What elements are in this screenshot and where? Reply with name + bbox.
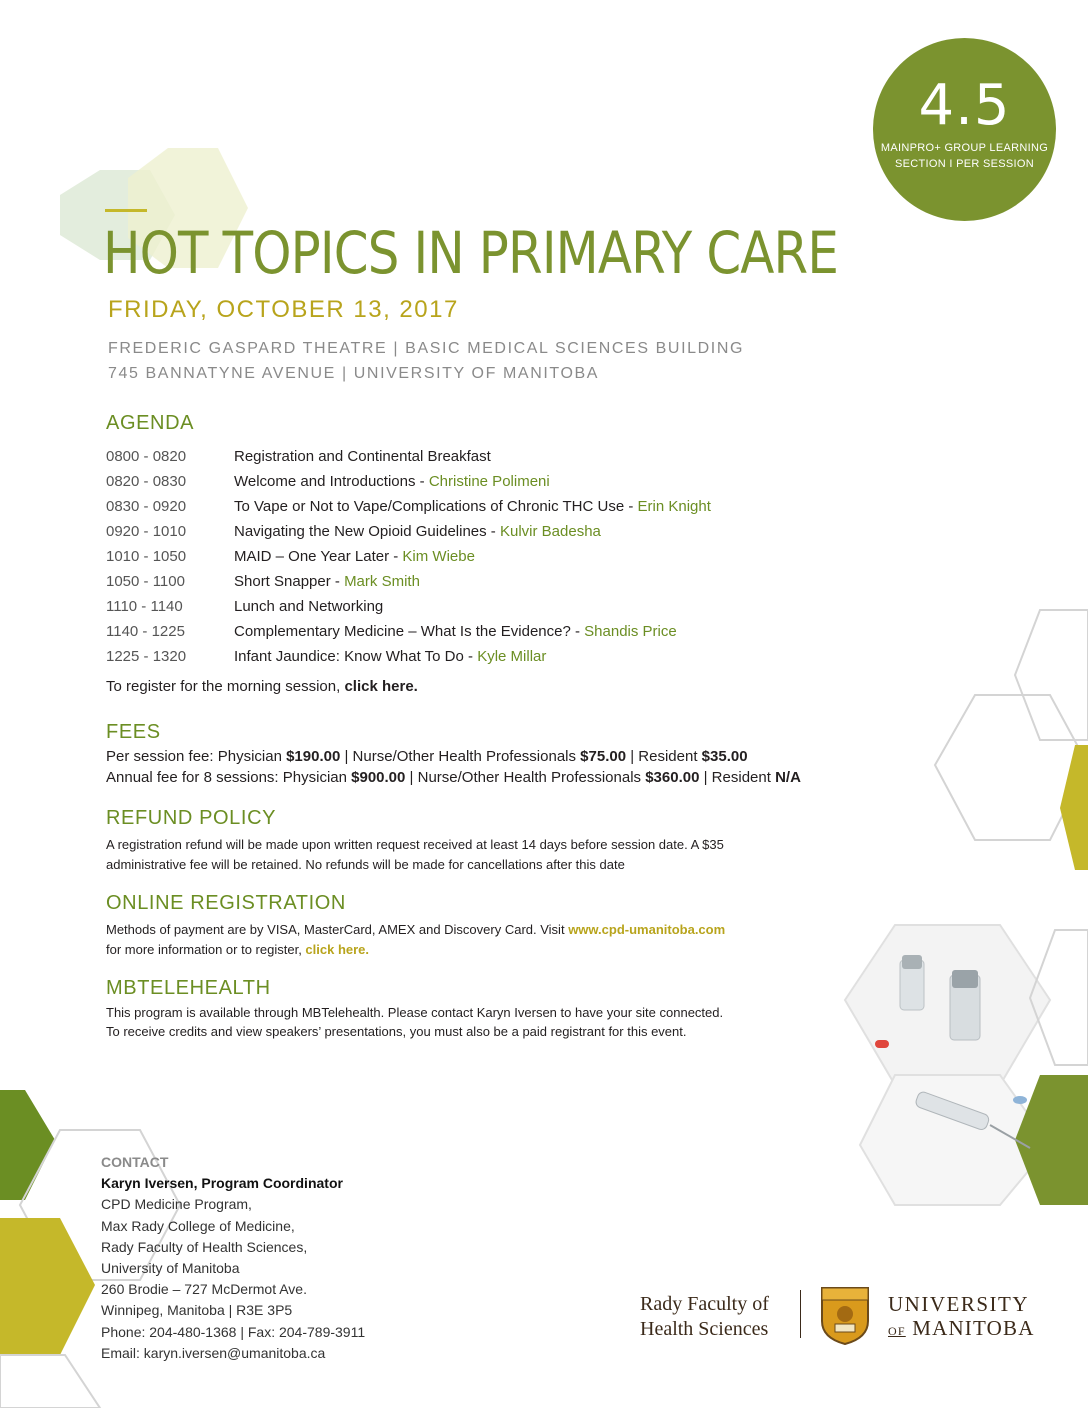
fee-value: $35.00 xyxy=(701,748,748,765)
hexagon-outline xyxy=(1015,610,1088,740)
credits-number: 4.5 xyxy=(918,73,1011,138)
fee-value: $360.00 xyxy=(645,769,700,786)
refund-line2: administrative fee will be retained. No refunds will be made for cancellations after this date xyxy=(106,857,625,872)
venue-line1: FREDERIC GASPARD THEATRE | BASIC MEDICAL SCIENCES BUILDING xyxy=(108,340,745,357)
fee-label: | Nurse/Other Health Professionals xyxy=(340,748,581,765)
agenda-topic: Registration and Continental Breakfast xyxy=(234,448,491,465)
register-morning-link[interactable]: click here. xyxy=(344,678,418,695)
event-date: FRIDAY, OCTOBER 13, 2017 xyxy=(108,296,459,323)
fees-heading: FEES xyxy=(106,721,161,743)
agenda-time: 1225 - 1320 xyxy=(106,648,187,665)
agenda-time: 1140 - 1225 xyxy=(106,623,185,640)
vial-cap xyxy=(902,955,922,969)
university-of-manitoba-logo xyxy=(888,1292,1035,1343)
fee-label: | Resident xyxy=(699,769,776,786)
fee-value: $900.00 xyxy=(351,769,406,786)
credits-line2: SECTION I PER SESSION xyxy=(895,158,1034,170)
agenda-topic: Infant Jaundice: Know What To Do - xyxy=(234,648,478,665)
rady-faculty-logo xyxy=(640,1292,769,1342)
agenda-row xyxy=(106,444,826,469)
agenda-row xyxy=(106,619,826,644)
page-title: HOT TOPICS IN PRIMARY CARE xyxy=(103,219,839,287)
agenda-row xyxy=(106,469,826,494)
university-crest-icon xyxy=(820,1286,870,1346)
agenda-time: 0920 - 1010 xyxy=(106,523,187,540)
refund-line1: A registration refund will be made upon written request received at least 14 days before session date. A $35 xyxy=(106,837,724,852)
fee-label: | Nurse/Other Health Professionals xyxy=(405,769,646,786)
agenda-topic: Welcome and Introductions - xyxy=(234,473,429,490)
agenda-row xyxy=(106,519,826,544)
agenda-speaker: Erin Knight xyxy=(637,498,711,515)
contact-email[interactable]: Email: karyn.iversen@umanitoba.ca xyxy=(101,1344,326,1361)
contact-phone: Phone: 204-480-1368 | Fax: 204-789-3911 xyxy=(101,1323,366,1340)
hexagon-shape xyxy=(0,1090,55,1200)
logo-divider xyxy=(800,1290,801,1338)
agenda-speaker: Kim Wiebe xyxy=(402,548,475,565)
agenda-topic: Navigating the New Opioid Guidelines - xyxy=(234,523,500,540)
venue-line2: 745 BANNATYNE AVENUE | UNIVERSITY OF MANITOBA xyxy=(108,365,600,382)
agenda-list xyxy=(106,444,826,669)
contact-line: Winnipeg, Manitoba | R3E 3P5 xyxy=(101,1302,293,1319)
website-link[interactable]: www.cpd-umanitoba.com xyxy=(568,922,726,937)
vial-cap xyxy=(952,970,978,988)
register-info-line xyxy=(106,940,369,960)
per-session-fees xyxy=(106,746,748,767)
agenda-time: 0820 - 0830 xyxy=(106,473,187,490)
rady-logo-line2: Health Sciences xyxy=(640,1318,769,1340)
contact-line: CPD Medicine Program, xyxy=(101,1196,252,1213)
register-morning-line xyxy=(106,676,418,697)
contact-line: 260 Brodie – 727 McDermot Ave. xyxy=(101,1281,307,1298)
contact-name: Karyn Iversen, Program Coordinator xyxy=(101,1175,343,1192)
hexagon-outline xyxy=(0,1355,100,1408)
title-accent-rule xyxy=(105,209,147,212)
agenda-topic: MAID – One Year Later - xyxy=(234,548,403,565)
agenda-heading: AGENDA xyxy=(106,412,195,434)
fee-label: Per session fee: Physician xyxy=(106,748,287,765)
contact-line: Rady Faculty of Health Sciences, xyxy=(101,1238,308,1255)
hexagon-outline xyxy=(845,925,1050,1085)
agenda-time: 0800 - 0820 xyxy=(106,448,187,465)
agenda-time: 1010 - 1050 xyxy=(106,548,187,565)
agenda-row xyxy=(106,644,826,669)
credits-line1: MAINPRO+ GROUP LEARNING xyxy=(880,142,1049,154)
telehealth-line1: This program is available through MBTelehealth. Please contact Karyn Iversen to have your site connected. xyxy=(106,1005,724,1020)
uofm-logo-line1: UNIVERSITY xyxy=(888,1292,1029,1316)
pill xyxy=(875,1040,889,1048)
agenda-row xyxy=(106,569,826,594)
contact-line: Max Rady College of Medicine, xyxy=(101,1217,295,1234)
hexagon-shape xyxy=(0,1218,95,1355)
agenda-speaker: Shandis Price xyxy=(584,623,677,640)
annual-fees xyxy=(106,767,801,788)
fee-label: | Resident xyxy=(626,748,702,765)
agenda-row xyxy=(106,594,826,619)
credits-badge xyxy=(873,38,1056,221)
agenda-time: 1050 - 1100 xyxy=(106,573,185,590)
payment-methods-line xyxy=(106,920,725,940)
fee-value: N/A xyxy=(775,769,801,786)
credits-description xyxy=(873,140,1056,172)
refund-heading: REFUND POLICY xyxy=(106,807,277,829)
agenda-speaker: Kulvir Badesha xyxy=(499,523,601,540)
uofm-logo-of: OF xyxy=(888,1324,906,1338)
fee-value: $190.00 xyxy=(286,748,341,765)
agenda-speaker: Mark Smith xyxy=(344,573,420,590)
rady-logo-line1: Rady Faculty of xyxy=(640,1293,769,1315)
agenda-speaker: Kyle Millar xyxy=(477,648,547,665)
contact-block xyxy=(101,1152,365,1364)
register-prefix: To register for the morning session, xyxy=(106,678,345,695)
register-online-link[interactable]: click here. xyxy=(305,942,370,957)
agenda-topic: Lunch and Networking xyxy=(234,598,384,615)
agenda-row xyxy=(106,544,826,569)
fee-value: $75.00 xyxy=(580,748,627,765)
agenda-time: 0830 - 0920 xyxy=(106,498,187,515)
uofm-logo-manitoba: MANITOBA xyxy=(912,1316,1035,1340)
pill xyxy=(1013,1096,1027,1104)
fee-label: Annual fee for 8 sessions: Physician xyxy=(106,769,352,786)
contact-label: CONTACT xyxy=(101,1154,169,1170)
register-info-text: for more information or to register, xyxy=(106,942,306,957)
agenda-time: 1110 - 1140 xyxy=(106,598,183,615)
agenda-topic: Short Snapper - xyxy=(234,573,345,590)
hexagon-shape xyxy=(1015,1075,1088,1205)
online-registration-heading: ONLINE REGISTRATION xyxy=(106,892,346,914)
telehealth-line2: To receive credits and view speakers’ presentations, you must also be a paid registrant for this event. xyxy=(106,1024,687,1039)
payment-text: Methods of payment are by VISA, MasterCard, AMEX and Discovery Card. Visit xyxy=(106,922,569,937)
agenda-speaker: Christine Polimeni xyxy=(428,473,550,490)
contact-line: University of Manitoba xyxy=(101,1260,240,1277)
uofm-logo-line2 xyxy=(888,1316,1035,1343)
agenda-topic: Complementary Medicine – What Is the Evidence? - xyxy=(234,623,585,640)
agenda-topic: To Vape or Not to Vape/Complications of Chronic THC Use - xyxy=(234,498,638,515)
telehealth-heading: MBTELEHEALTH xyxy=(106,977,271,999)
agenda-row xyxy=(106,494,826,519)
hexagon-shape xyxy=(1060,745,1088,870)
